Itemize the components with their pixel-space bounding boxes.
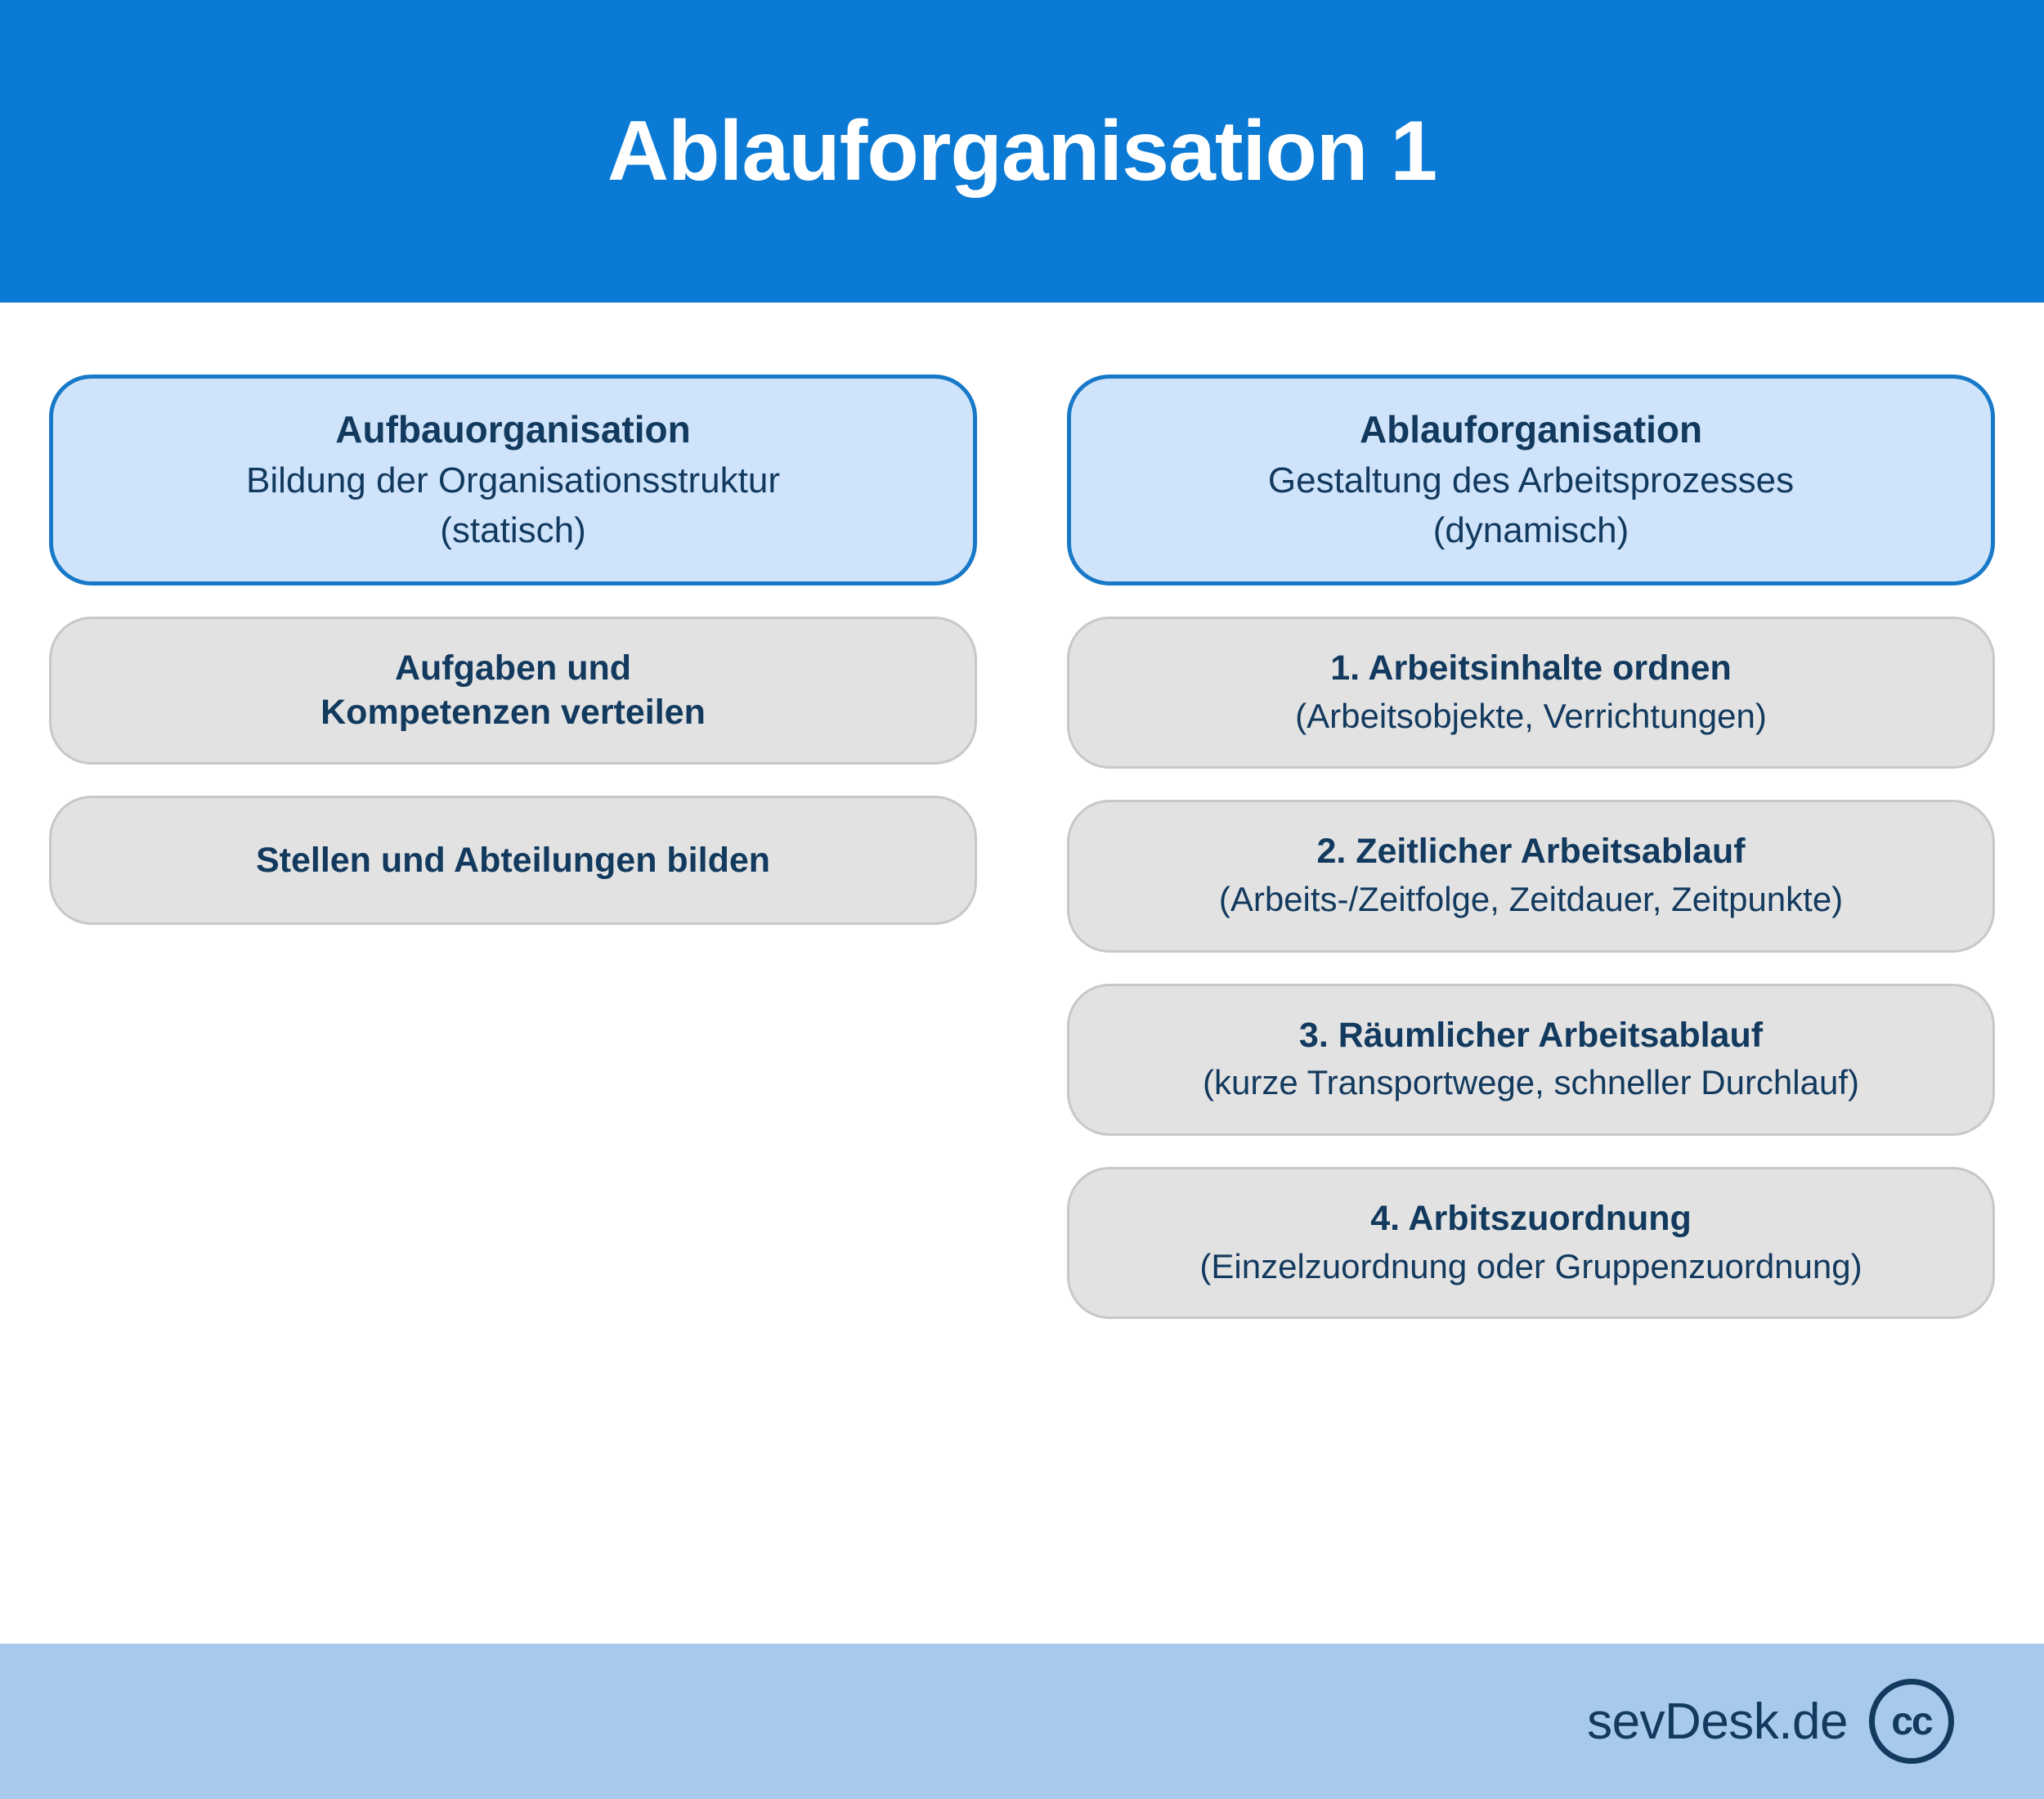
card-title-line1: 1. Arbeitsinhalte ordnen: [1330, 648, 1732, 688]
card-ablauf-step-1: [1067, 617, 1995, 769]
card-title-line1: Stellen und Abteilungen bilden: [255, 840, 771, 880]
card-title-line1: 3. Räumlicher Arbeitsablauf: [1298, 1015, 1764, 1055]
column-aufbauorganisation: [49, 375, 977, 1319]
brand-label: sevDesk.de: [1587, 1693, 1848, 1750]
header-banner: [0, 0, 2044, 303]
comparison-columns: [49, 303, 1995, 1319]
card-aufbau-step-2: [49, 796, 977, 925]
page-title: Ablauforganisation 1: [607, 103, 1437, 199]
card-subtitle-line1: Bildung der Organisationsstruktur: [246, 460, 780, 500]
card-subtitle-line2: (statisch): [440, 509, 586, 550]
card-subtitle: (kurze Transportwege, schneller Durchlauf): [1202, 1063, 1859, 1102]
footer-bar: [0, 1644, 2044, 1799]
card-title-line1: 4. Arbitszuordnung: [1370, 1198, 1692, 1238]
card-subtitle-line2: (dynamisch): [1432, 509, 1629, 550]
column-ablauforganisation: [1067, 375, 1995, 1319]
card-title-line1: Aufgaben und: [394, 648, 631, 688]
card-ablauf-step-4: [1067, 1167, 1995, 1319]
card-title: Aufbauorganisation: [335, 408, 691, 451]
card-aufbau-step-1: [49, 617, 977, 765]
card-subtitle-line1: Gestaltung des Arbeitsprozesses: [1267, 460, 1795, 500]
card-aufbauorganisation-head: [49, 375, 977, 585]
card-subtitle: (Einzelzuordnung oder Gruppenzuordnung): [1199, 1246, 1862, 1285]
card-ablauf-step-2: [1067, 800, 1995, 952]
creative-commons-icon: cc: [1869, 1679, 1954, 1764]
card-title: Ablauforganisation: [1359, 408, 1703, 451]
card-title-line2: Kompetenzen verteilen: [320, 692, 706, 732]
card-title-line1: 2. Zeitlicher Arbeitsablauf: [1316, 832, 1746, 872]
card-subtitle: (Arbeitsobjekte, Verrichtungen): [1295, 696, 1767, 735]
card-ablauforganisation-head: [1067, 375, 1995, 585]
diagram-content: [0, 303, 2044, 1644]
card-ablauf-step-3: [1067, 984, 1995, 1136]
card-subtitle: (Arbeits-/Zeitfolge, Zeitdauer, Zeitpunkte): [1218, 879, 1844, 918]
